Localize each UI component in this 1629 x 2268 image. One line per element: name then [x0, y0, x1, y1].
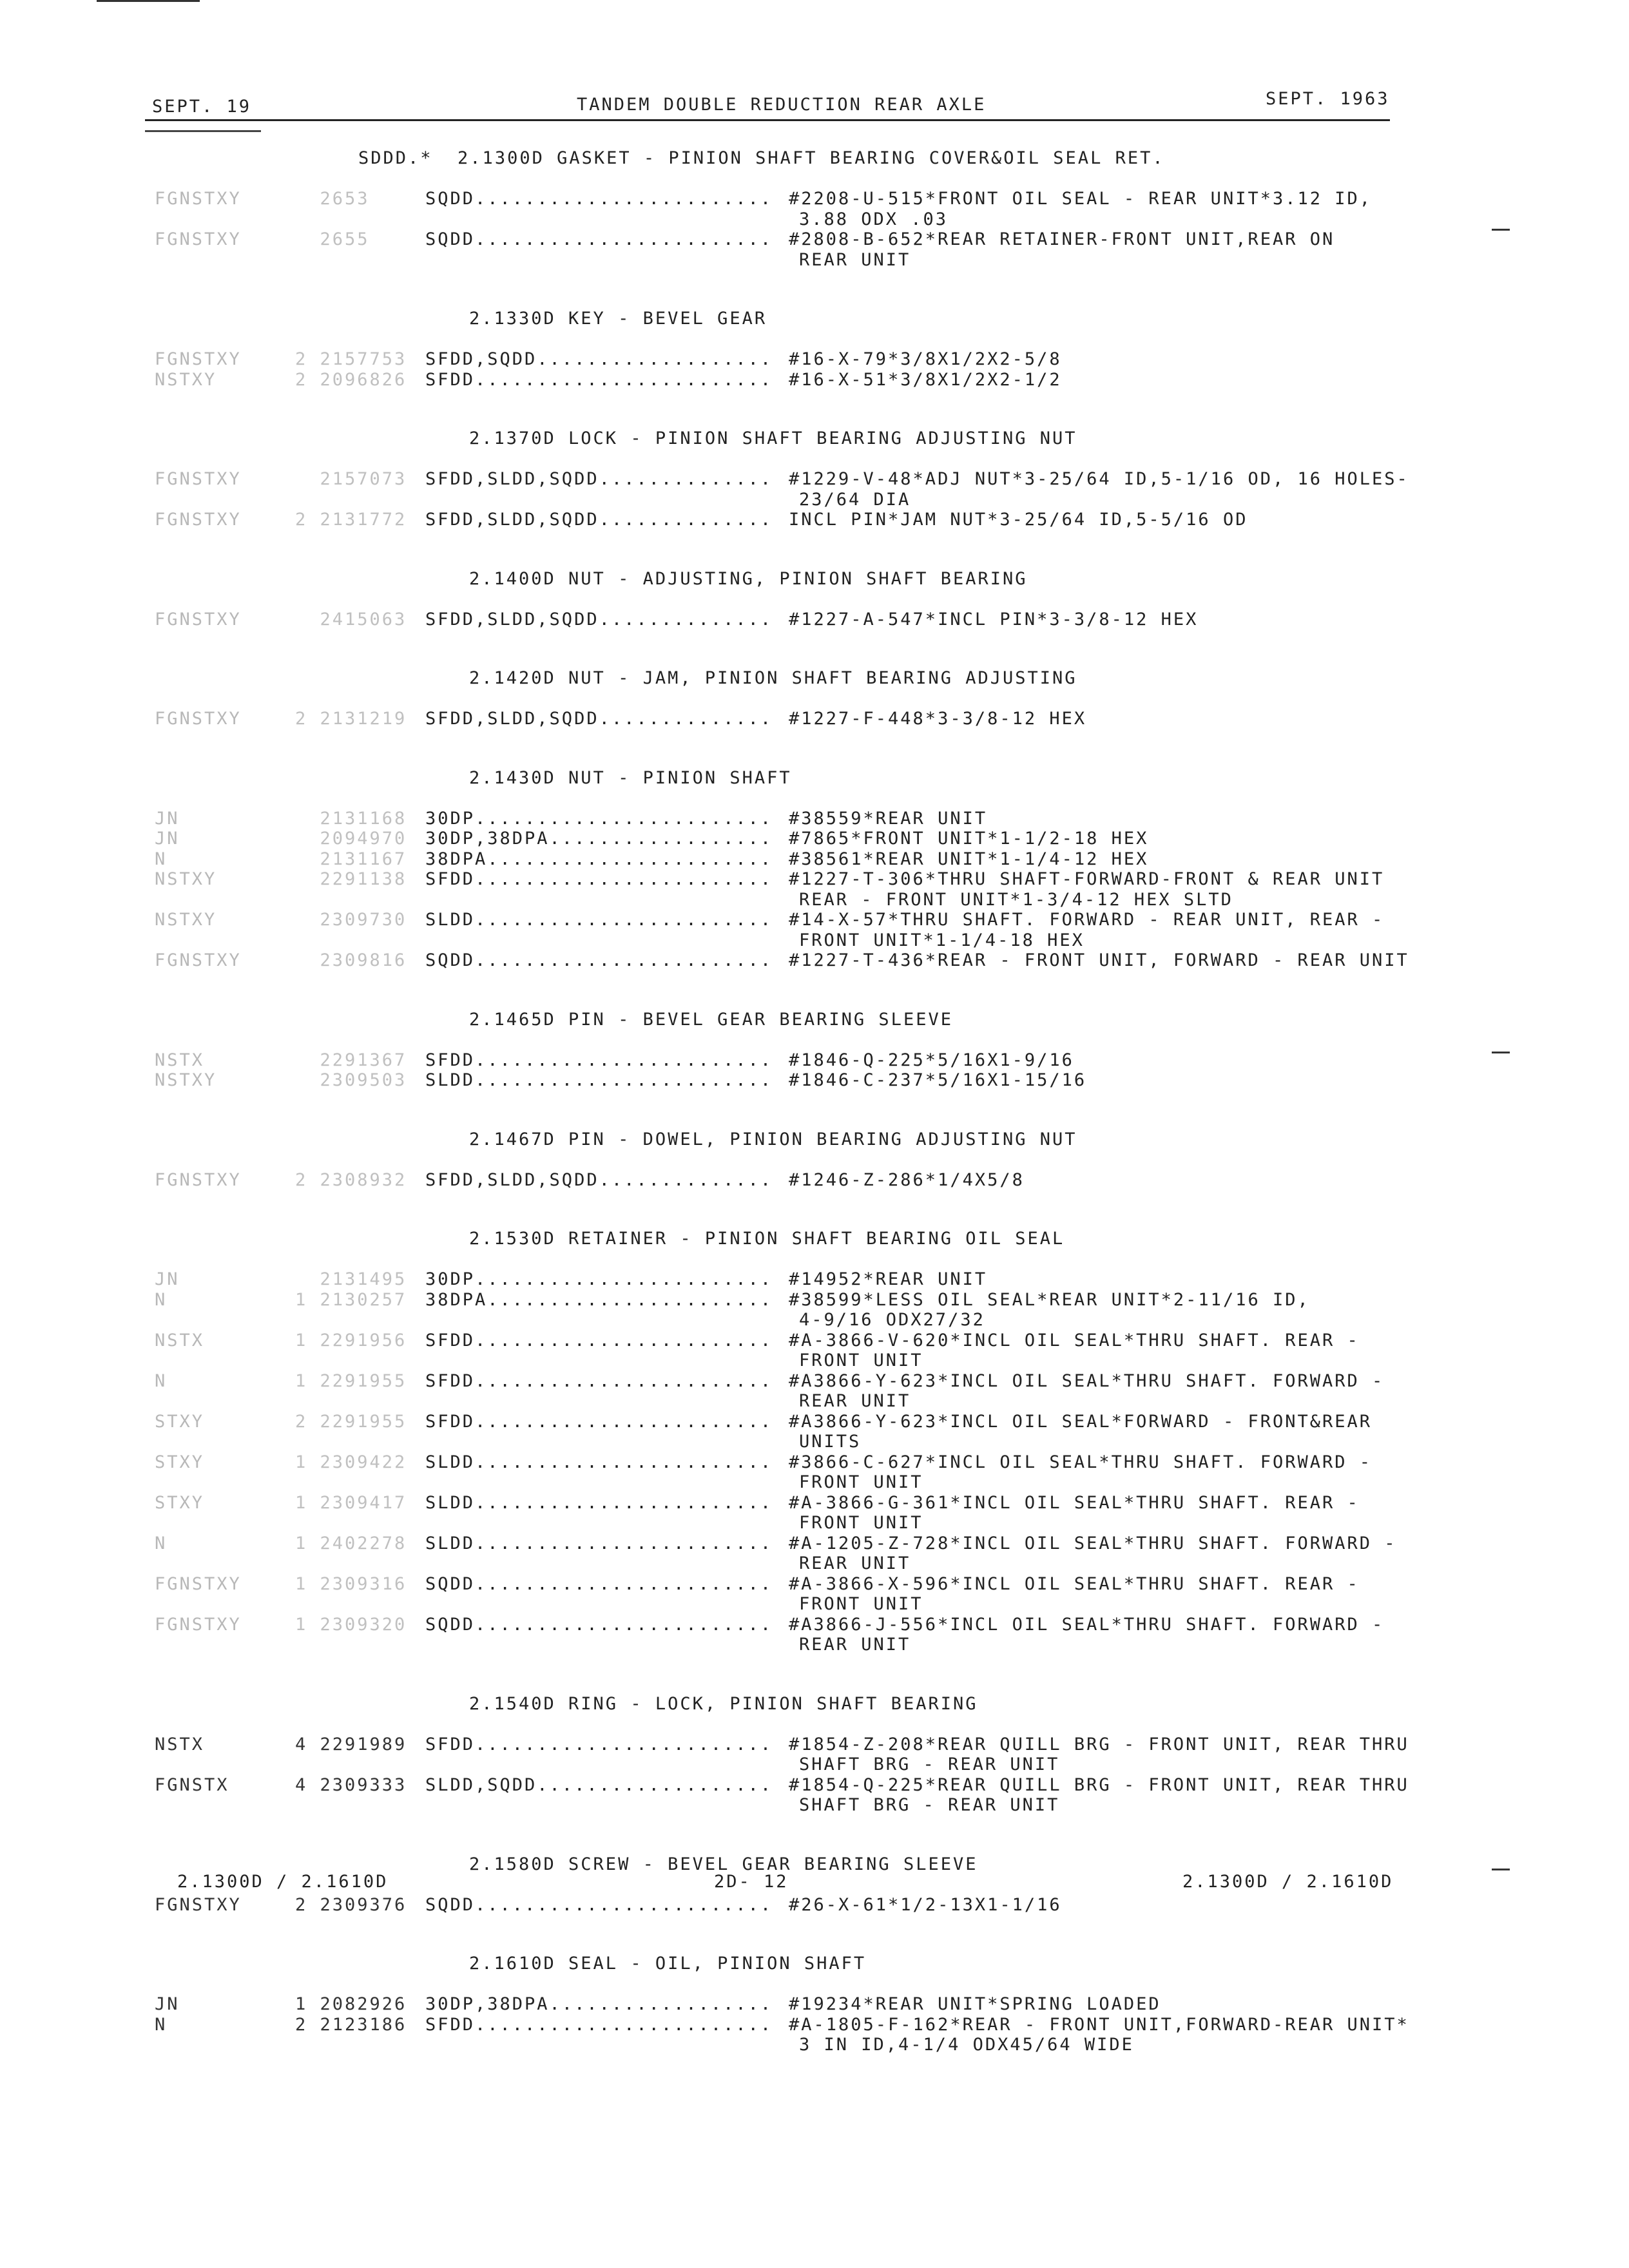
model-code: FGNSTXY — [155, 1894, 242, 1915]
section-title — [469, 428, 1077, 448]
model-code: NSTX — [155, 1050, 205, 1070]
part-description-continued: FRONT UNIT — [799, 1472, 923, 1492]
quantity-and-part-number: 1 2130257 — [295, 1289, 407, 1310]
part-description-continued: REAR UNIT — [799, 249, 911, 270]
part-description: #1227-F-448*3-3/8-12 HEX — [789, 709, 1087, 729]
quantity-and-part-number: 1 2291956 — [295, 1330, 407, 1350]
part-description: #A-1805-F-162*REAR - FRONT UNIT,FORWARD-REAR UNIT* — [789, 2014, 1409, 2035]
quantity-and-part-number: 1 2309316 — [295, 1573, 407, 1594]
section-heading: 2.1400D NUT - ADJUSTING, PINION SHAFT BEARING — [469, 568, 1028, 589]
axle-models: SFDD,SLDD,SQDD.............. — [425, 609, 773, 629]
quantity-and-part-number: 2309503 — [295, 1070, 407, 1090]
model-code: FGNSTXY — [155, 510, 242, 530]
model-code: N — [155, 1533, 168, 1553]
section-heading: 2.1467D PIN - DOWEL, PINION BEARING ADJUSTING NUT — [469, 1129, 1077, 1149]
part-description: #16-X-51*3/8X1/2X2-1/2 — [789, 369, 1062, 390]
model-code: NSTXY — [155, 369, 217, 390]
quantity-and-part-number: 2653 — [295, 189, 370, 209]
axle-models: SFDD........................ — [425, 1330, 773, 1350]
top-edge-line — [97, 0, 200, 2]
quantity-and-part-number: 2157073 — [295, 469, 407, 489]
quantity-and-part-number: 4 2309333 — [295, 1774, 407, 1795]
footer-page-number: 2D- 12 — [714, 1872, 789, 1892]
quantity-and-part-number: 2 2123186 — [295, 2014, 407, 2035]
part-description: #1846-C-237*5/16X1-15/16 — [789, 1070, 1087, 1090]
axle-models: SFDD........................ — [425, 1370, 773, 1391]
axle-models: SQDD........................ — [425, 189, 773, 209]
axle-models: 38DPA....................... — [425, 1289, 773, 1310]
part-description-continued: FRONT UNIT — [799, 1594, 923, 1614]
quantity-and-part-number: 2 2308932 — [295, 1169, 407, 1190]
section-title — [469, 569, 1028, 589]
section-title — [469, 668, 1077, 688]
model-code: STXY — [155, 1492, 205, 1513]
part-description-continued: FRONT UNIT — [799, 1350, 923, 1370]
quantity-and-part-number: 2 2291955 — [295, 1411, 407, 1432]
part-description: #1227-T-436*REAR - FRONT UNIT, FORWARD - REAR UNIT — [789, 950, 1409, 970]
section-heading: 2.1370D LOCK - PINION SHAFT BEARING ADJUSTING NUT — [469, 428, 1077, 448]
part-description: #2808-B-652*REAR RETAINER-FRONT UNIT,REAR ON — [789, 229, 1335, 249]
margin-tick — [1492, 1052, 1510, 1053]
axle-models: SQDD........................ — [425, 1894, 773, 1915]
axle-models: SLDD........................ — [425, 1492, 773, 1513]
axle-models: SFDD,SLDD,SQDD.............. — [425, 1169, 773, 1190]
axle-models: SFDD,SLDD,SQDD.............. — [425, 709, 773, 729]
model-code: FGNSTXY — [155, 1169, 242, 1190]
model-code: N — [155, 1289, 168, 1310]
axle-models: SFDD........................ — [425, 1050, 773, 1070]
footer-range-right: 2.1300D / 2.1610D — [1182, 1872, 1394, 1892]
section-heading: 2.1610D SEAL - OIL, PINION SHAFT — [469, 1954, 867, 1974]
part-description: #19234*REAR UNIT*SPRING LOADED — [789, 1994, 1161, 2014]
part-description: #38561*REAR UNIT*1-1/4-12 HEX — [789, 849, 1149, 869]
part-description: #38559*REAR UNIT — [789, 808, 988, 829]
quantity-and-part-number: 1 2309320 — [295, 1614, 407, 1635]
section-heading: 2.1430D NUT - PINION SHAFT — [469, 767, 792, 788]
part-description: #26-X-61*1/2-13X1-1/16 — [789, 1894, 1062, 1915]
part-description-continued: REAR - FRONT UNIT*1-3/4-12 HEX SLTD — [799, 889, 1233, 910]
section-title — [469, 1010, 953, 1030]
section-heading: 2.1465D PIN - BEVEL GEAR BEARING SLEEVE — [469, 1009, 953, 1030]
part-description: #14952*REAR UNIT — [789, 1269, 988, 1289]
section-prefix: SDDD.* — [358, 148, 458, 168]
quantity-and-part-number: 2291138 — [295, 869, 407, 889]
model-code: JN — [155, 1269, 180, 1289]
axle-models: SFDD,SQDD................... — [425, 349, 773, 369]
part-description-continued: FRONT UNIT*1-1/4-18 HEX — [799, 930, 1084, 950]
model-code: STXY — [155, 1411, 205, 1432]
quantity-and-part-number: 2415063 — [295, 609, 407, 629]
axle-models: SLDD........................ — [425, 1452, 773, 1472]
model-code: FGNSTX — [155, 1774, 229, 1795]
part-description: #7865*FRONT UNIT*1-1/2-18 HEX — [789, 829, 1149, 849]
axle-models: SQDD........................ — [425, 229, 773, 249]
footer-range-left: 2.1300D / 2.1610D — [177, 1872, 389, 1892]
axle-models: SLDD........................ — [425, 1533, 773, 1553]
part-description: #1229-V-48*ADJ NUT*3-25/64 ID,5-1/16 OD, 16 HOLES- — [789, 469, 1409, 489]
quantity-and-part-number: 2094970 — [295, 829, 407, 849]
part-description: #A-3866-X-596*INCL OIL SEAL*THRU SHAFT. REAR - — [789, 1573, 1360, 1594]
model-code: JN — [155, 808, 180, 829]
part-description: #16-X-79*3/8X1/2X2-5/8 — [789, 349, 1062, 369]
part-description: #A-3866-V-620*INCL OIL SEAL*THRU SHAFT. REAR - — [789, 1330, 1360, 1350]
part-description: #A3866-Y-623*INCL OIL SEAL*THRU SHAFT. FORWARD - — [789, 1370, 1385, 1391]
axle-models: SFDD,SLDD,SQDD.............. — [425, 510, 773, 530]
section-heading: 2.1300D GASKET - PINION SHAFT BEARING COVER&OIL SEAL RET. — [458, 148, 1165, 168]
part-description-continued: 3.88 ODX .03 — [799, 209, 949, 229]
section-title — [469, 768, 792, 788]
quantity-and-part-number: 1 2291955 — [295, 1370, 407, 1391]
quantity-and-part-number: 1 2309422 — [295, 1452, 407, 1472]
model-code: JN — [155, 1994, 180, 2014]
model-code: N — [155, 2014, 168, 2035]
model-code: FGNSTXY — [155, 950, 242, 970]
model-code: STXY — [155, 1452, 205, 1472]
model-code: FGNSTXY — [155, 609, 242, 629]
quantity-and-part-number: 2309816 — [295, 950, 407, 970]
quantity-and-part-number: 2 2309376 — [295, 1894, 407, 1915]
header-rule — [145, 119, 1390, 121]
quantity-and-part-number: 2 2131219 — [295, 709, 407, 729]
section-heading: 2.1330D KEY - BEVEL GEAR — [469, 309, 767, 329]
axle-models: SLDD,SQDD................... — [425, 1774, 773, 1795]
axle-models: SFDD........................ — [425, 1411, 773, 1432]
quantity-and-part-number: 2131167 — [295, 849, 407, 869]
header-date-right: SEPT. 1963 — [1266, 89, 1390, 109]
quantity-and-part-number: 2 2096826 — [295, 369, 407, 390]
model-code: FGNSTXY — [155, 229, 242, 249]
part-description-continued: REAR UNIT — [799, 1635, 911, 1655]
model-code: NSTXY — [155, 1070, 217, 1090]
axle-models: SLDD........................ — [425, 1070, 773, 1090]
section-title — [469, 1854, 978, 1874]
quantity-and-part-number: 1 2082926 — [295, 1994, 407, 2014]
part-description-continued: REAR UNIT — [799, 1553, 911, 1573]
part-description-continued: REAR UNIT — [799, 1391, 911, 1411]
section-heading: 2.1530D RETAINER - PINION SHAFT BEARING OIL SEAL — [469, 1229, 1065, 1249]
part-description-continued: UNITS — [799, 1432, 862, 1452]
model-code: NSTXY — [155, 869, 217, 889]
header-rule-short — [145, 130, 261, 132]
part-description: #A-1205-Z-728*INCL OIL SEAL*THRU SHAFT. FORWARD - — [789, 1533, 1397, 1553]
section-title — [358, 148, 1165, 168]
model-code: FGNSTXY — [155, 189, 242, 209]
model-code: FGNSTXY — [155, 469, 242, 489]
model-code: NSTX — [155, 1734, 205, 1754]
part-description: #A3866-J-556*INCL OIL SEAL*THRU SHAFT. FORWARD - — [789, 1614, 1385, 1635]
section-title — [469, 1129, 1077, 1149]
quantity-and-part-number: 2131168 — [295, 808, 407, 829]
axle-models: SFDD........................ — [425, 869, 773, 889]
axle-models: 30DP,38DPA.................. — [425, 1994, 773, 2014]
quantity-and-part-number: 2309730 — [295, 910, 407, 930]
section-heading: 2.1420D NUT - JAM, PINION SHAFT BEARING ADJUSTING — [469, 668, 1077, 688]
quantity-and-part-number: 2655 — [295, 229, 370, 249]
quantity-and-part-number: 2 2157753 — [295, 349, 407, 369]
part-description: #1846-Q-225*5/16X1-9/16 — [789, 1050, 1074, 1070]
part-description-continued: 23/64 DIA — [799, 489, 911, 510]
model-code: FGNSTXY — [155, 349, 242, 369]
axle-models: 38DPA....................... — [425, 849, 773, 869]
section-title — [469, 1229, 1065, 1249]
quantity-and-part-number: 2 2131772 — [295, 510, 407, 530]
axle-models: SQDD........................ — [425, 1573, 773, 1594]
axle-models: 30DP........................ — [425, 1269, 773, 1289]
part-description-continued: 4-9/16 ODX27/32 — [799, 1310, 985, 1330]
axle-models: SFDD........................ — [425, 1734, 773, 1754]
part-description: #A3866-Y-623*INCL OIL SEAL*FORWARD - FRONT&REAR — [789, 1411, 1373, 1432]
part-description: #1854-Z-208*REAR QUILL BRG - FRONT UNIT, REAR THRU — [789, 1734, 1409, 1754]
margin-tick — [1492, 1869, 1510, 1870]
section-title — [469, 309, 767, 329]
axle-models: SLDD........................ — [425, 910, 773, 930]
section-title — [469, 1954, 866, 1974]
section-title — [469, 1694, 978, 1714]
axle-models: 30DP,38DPA.................. — [425, 829, 773, 849]
model-code: NSTX — [155, 1330, 205, 1350]
part-description: #A-3866-G-361*INCL OIL SEAL*THRU SHAFT. REAR - — [789, 1492, 1360, 1513]
model-code: FGNSTXY — [155, 1614, 242, 1635]
quantity-and-part-number: 4 2291989 — [295, 1734, 407, 1754]
part-description: #1246-Z-286*1/4X5/8 — [789, 1169, 1025, 1190]
axle-models: SQDD........................ — [425, 950, 773, 970]
part-description: #1227-A-547*INCL PIN*3-3/8-12 HEX — [789, 609, 1199, 629]
quantity-and-part-number: 2131495 — [295, 1269, 407, 1289]
part-description-continued: SHAFT BRG - REAR UNIT — [799, 1795, 1060, 1815]
quantity-and-part-number: 1 2309417 — [295, 1492, 407, 1513]
part-description-continued: 3 IN ID,4-1/4 ODX45/64 WIDE — [799, 2035, 1134, 2055]
quantity-and-part-number: 1 2402278 — [295, 1533, 407, 1553]
part-description: #1854-Q-225*REAR QUILL BRG - FRONT UNIT, REAR THRU — [789, 1774, 1409, 1795]
part-description: #2208-U-515*FRONT OIL SEAL - REAR UNIT*3.12 ID, — [789, 189, 1373, 209]
part-description: #38599*LESS OIL SEAL*REAR UNIT*2-11/16 ID, — [789, 1289, 1310, 1310]
model-code: FGNSTXY — [155, 709, 242, 729]
model-code: NSTXY — [155, 910, 217, 930]
axle-models: SFDD........................ — [425, 2014, 773, 2035]
section-heading: 2.1540D RING - LOCK, PINION SHAFT BEARING — [469, 1693, 978, 1714]
part-description: INCL PIN*JAM NUT*3-25/64 ID,5-5/16 OD — [789, 510, 1248, 530]
margin-tick — [1492, 229, 1510, 231]
model-code: FGNSTXY — [155, 1573, 242, 1594]
section-heading: 2.1580D SCREW - BEVEL GEAR BEARING SLEEVE — [469, 1854, 978, 1874]
part-description: #14-X-57*THRU SHAFT. FORWARD - REAR UNIT, REAR - — [789, 910, 1385, 930]
axle-models: SQDD........................ — [425, 1614, 773, 1635]
axle-models: SFDD........................ — [425, 369, 773, 390]
model-code: N — [155, 849, 168, 869]
header-date-left: SEPT. 19 — [152, 97, 252, 117]
part-description: #3866-C-627*INCL OIL SEAL*THRU SHAFT. FORWARD - — [789, 1452, 1373, 1472]
quantity-and-part-number: 2291367 — [295, 1050, 407, 1070]
axle-models: 30DP........................ — [425, 808, 773, 829]
model-code: N — [155, 1370, 168, 1391]
axle-models: SFDD,SLDD,SQDD.............. — [425, 469, 773, 489]
part-description: #1227-T-306*THRU SHAFT-FORWARD-FRONT & REAR UNIT — [789, 869, 1385, 889]
part-description-continued: FRONT UNIT — [799, 1513, 923, 1533]
header-title: TANDEM DOUBLE REDUCTION REAR AXLE — [577, 95, 987, 115]
part-description-continued: SHAFT BRG - REAR UNIT — [799, 1754, 1060, 1774]
model-code: JN — [155, 829, 180, 849]
